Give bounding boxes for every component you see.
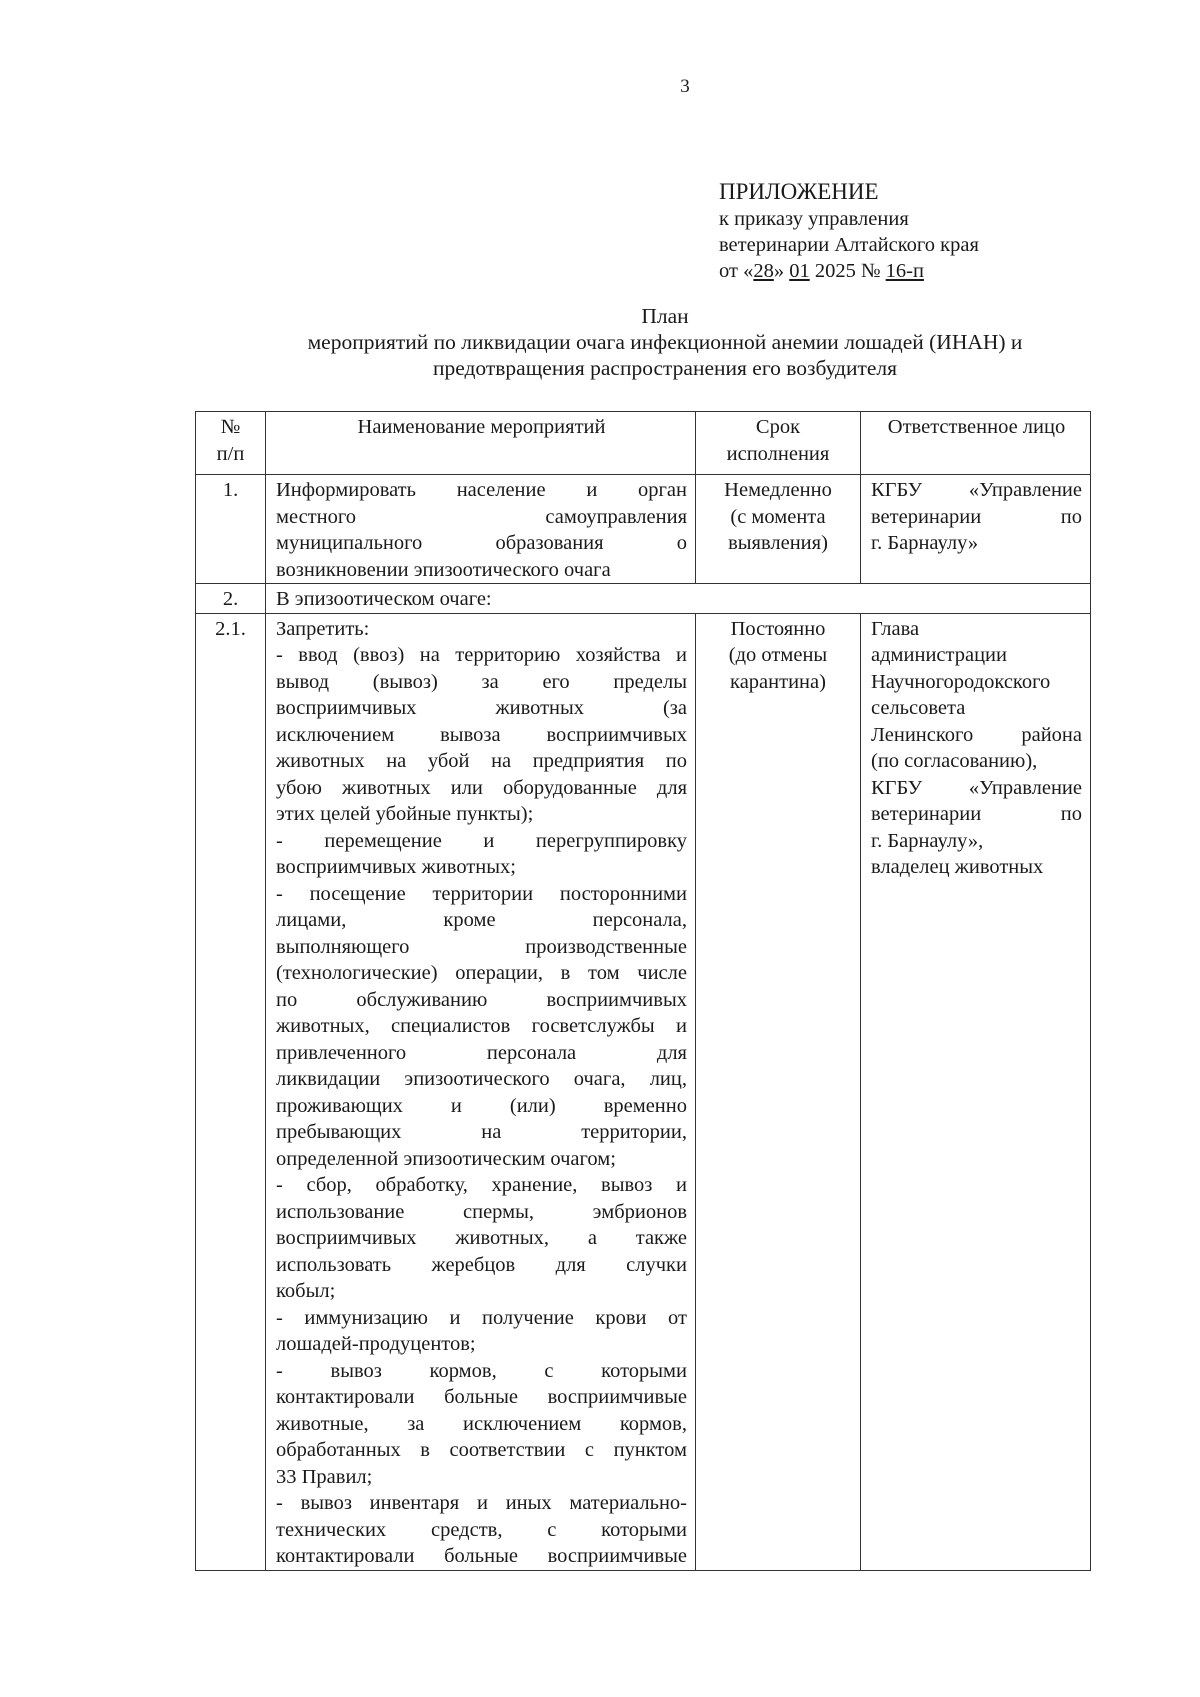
row3-name-line: - перемещение и перегруппировку [276,829,687,852]
row3-name-line: привлеченного персонала для [276,1041,687,1064]
row3-name-line: восприимчивых животных; [276,856,516,878]
row1-name-line: местного самоуправления [276,505,687,528]
row1-name-line: возникновении эпизоотического очага [276,558,611,581]
row3-term-line: (до отмены [728,644,828,666]
row3-resp-line: КГБУ «Управление [871,776,1082,799]
table-row [196,584,1091,614]
page-number: 3 [680,76,690,97]
row3-name-line: животные, за исключением кормов, [276,1412,687,1435]
row3-name [266,613,696,1570]
row3-resp [861,613,1091,1570]
row3-name-line: убою животных или оборудованные для [276,776,687,799]
header-num [196,412,266,475]
row1-term-line: (с момента [730,505,826,528]
row3-resp-line: г. Барнаулу», [871,829,984,852]
row3-resp-line: владелец животных [871,856,1044,878]
row1-resp-line: ветеринарии по [871,505,1082,528]
header-num-line1: № [220,416,241,438]
row3-resp-line: ветеринарии по [871,803,1082,825]
date-mid: » [773,260,790,282]
row2-name: В эпизоотическом очаге: [266,584,1091,614]
row1-term-line: Немедленно [724,479,832,501]
row3-name-line: Запретить: [276,617,370,640]
row3-name-line: ликвидации эпизоотического очага, лиц, [276,1068,687,1090]
row3-name-line: технических средств, с которыми [276,1518,687,1541]
header-name: Наименование мероприятий [266,412,696,475]
row3-resp-line: Глава [871,617,920,640]
row3-name-line: вывод (вывоз) за его пределы [276,670,687,693]
row3-name-line: - вывоз кормов, с которыми [276,1359,687,1382]
plan-title-line1: План [641,304,689,328]
date-day: 28 [753,260,774,282]
date-month: 01 [789,260,810,282]
row3-name-line: лошадей-продуцентов; [276,1333,476,1355]
row3-name-line: - иммунизацию и получение крови от [276,1306,687,1329]
row1-resp-line: г. Барнаулу» [871,532,979,554]
row3-num: 2.1. [196,613,266,1570]
row3-name-line: - ввод (ввоз) на территорию хозяйства и [276,644,687,666]
row1-resp-line: КГБУ «Управление [871,479,1082,501]
header-term-line1: Срок [755,416,801,438]
row3-name-line: - посещение территории посторонними [276,882,687,905]
row3-resp-line: Научногородокского [871,670,1051,693]
row3-name-line: восприимчивых животных (за [276,697,687,719]
plan-title [0,303,1200,381]
appendix-line1: к приказу управления [719,208,909,230]
table-row [196,613,1091,1570]
row3-term [696,613,861,1570]
appendix-line2: ветеринарии Алтайского края [719,234,979,256]
row1-num: 1. [196,475,266,584]
row3-name-line: использование спермы, эмбрионов [276,1200,687,1223]
date-prefix: от « [719,260,754,282]
row3-name-line: использовать жеребцов для случки [276,1253,687,1276]
row3-name-line: выполняющего производственные [276,935,687,958]
plan-title-line3: предотвращения распространения его возбудителя [432,356,898,380]
row3-resp-line: администрации [871,644,1007,666]
header-resp: Ответственное лицо [861,412,1091,475]
row3-name-line: 33 Правил; [276,1465,373,1488]
row3-resp-line: Ленинского района [871,723,1082,746]
row2-num: 2. [196,584,266,614]
header-term-line2: исполнения [726,442,830,465]
row3-name-line: (технологические) операции, в том числе [276,962,687,984]
row3-name-line: этих целей убойные пункты); [276,803,534,825]
row3-name-line: восприимчивых животных, а также [276,1227,687,1249]
row3-term-line: Постоянно [730,617,826,640]
row3-name-line: лицами, кроме персонала, [276,909,687,931]
row3-name-line: контактировали больные восприимчивые [276,1386,687,1408]
row1-term-line: выявления) [728,532,828,554]
row3-resp-line: сельсовета [871,697,966,719]
appendix-date-line [719,258,979,284]
row3-name-line: обработанных в соответствии с пунктом [276,1439,687,1461]
order-number: 16-п [885,260,924,282]
plan-title-line2: мероприятий по ликвидации очага инфекционной анемии лошадей (ИНАН) и [307,330,1023,354]
row3-name-line: исключением вывоза восприимчивых [276,723,687,746]
row3-name-line: проживающих и (или) временно [276,1094,687,1117]
row3-resp-line: (по согласованию), [871,750,1038,772]
row1-name-line: муниципального образования о [276,532,687,554]
row3-term-line: карантина) [730,670,826,693]
date-year: 2025 № [809,260,886,282]
row3-name-line: контактировали больные восприимчивые [276,1545,687,1567]
plan-table [195,411,1091,1571]
row3-name-line: пребывающих на территории, [276,1121,687,1143]
header-term [696,412,861,475]
row3-name-line: кобыл; [276,1280,336,1302]
row1-name-line: Информировать население и орган [276,479,687,501]
row3-name-line: - вывоз инвентаря и иных материально- [276,1492,687,1514]
row1-name [266,475,696,584]
table-header-row [196,412,1091,475]
appendix-heading: ПРИЛОЖЕНИЕ [719,179,879,204]
row3-name-line: по обслуживанию восприимчивых [276,988,687,1011]
row1-resp [861,475,1091,584]
row1-term [696,475,861,584]
row3-name-line: животных, специалистов госветслужбы и [276,1015,687,1037]
row3-name-line: - сбор, обработку, хранение, вывоз и [276,1174,687,1196]
row3-name-line: определенной эпизоотическим очагом; [276,1147,616,1170]
header-num-line2: п/п [216,442,245,465]
row3-name-line: животных на убой на предприятия по [276,750,687,772]
appendix-block [719,178,979,284]
table-row [196,475,1091,584]
